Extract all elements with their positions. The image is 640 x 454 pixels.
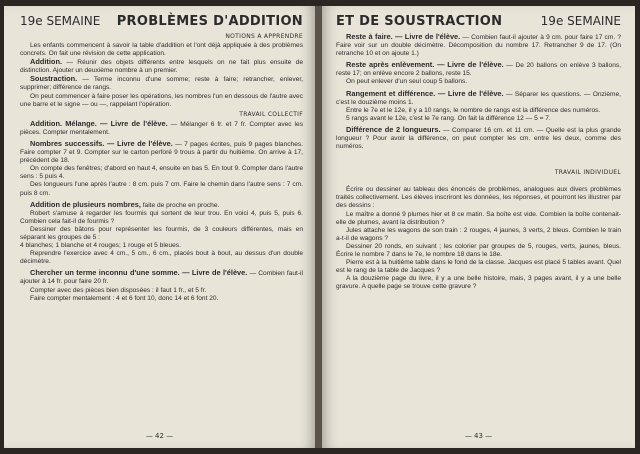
text: — Comparer 16 cm. et 11 cm. — Quelle est la plus grande longueur ? Pour avoir la différence, on peut compter les cm. entre les deux, comme des numéros. — [336, 126, 621, 151]
paragraph: On compte des fenêtres; d'abord en haut 4, ensuite en bas 5. En tout 9. Compter dans l'autre sens : 5 puis 4. — [20, 165, 303, 181]
page-number: — 42 — — [145, 432, 174, 440]
page-title: PROBLÈMES D'ADDITION — [116, 14, 303, 29]
paragraph: Le maître a donné 9 plumes hier et 8 ce matin. Sa boîte est vide. Combien la boîte contenait-elle de plumes, avant la distribution ? — [336, 210, 621, 226]
heading: Reste après enlèvement. — Livre de l'élève. — [346, 60, 504, 70]
right-running-head — [336, 14, 621, 29]
page-title: ET DE SOUSTRACTION — [336, 14, 503, 29]
heading: Soustraction. — [30, 74, 78, 84]
paragraph: Des longueurs l'une après l'autre : 8 cm. puis 7 cm. Faire le chemin dans l'autre sens : 7 cm. puis 8 cm. — [20, 181, 303, 197]
paragraph — [336, 126, 621, 151]
text: — Combien faut-il ajouter à 14 fr. pour faire 20 fr. — [20, 270, 303, 286]
text: — Terme inconnu d'une somme; reste à faire; retrancher, enlever, supprimer; différence de rangs. — [20, 76, 303, 92]
paragraph — [336, 90, 621, 107]
paragraph: A la douzième page du livre, il y a une belle histoire, mais, 3 pages avant, il y a une belle gravure. A quelle page se trouve cette gravure ? — [336, 275, 621, 291]
paragraph: Écrire ou dessiner au tableau des énoncés de problèmes, analogues aux divers problèmes traités collectivement. Les élèves inscriront les données, les réponses, et pourront les illustrer par des dessins : — [336, 186, 621, 210]
paragraph: Jules attache les wagons de son train : 2 rouges, 4 jaunes, 3 verts, 2 bleus. Combien le train a-t-il de wagons ? — [336, 226, 621, 242]
paragraph: Compter avec des pièces bien disposées : il faut 1 fr., et 5 fr. — [30, 286, 207, 294]
heading: Rangement et différence. — Livre de l'élève. — [346, 88, 504, 98]
book-gutter — [315, 6, 322, 448]
text: — 7 pages écrites, puis 9 pages blanches. Faire compter 7 et 9. Compter sur le carton perforé 9 trous à partir du huitième. On arrive à 17, précédent de 18. — [20, 140, 303, 165]
paragraph — [20, 140, 303, 165]
heading: Différence de 2 longueurs. — [346, 124, 441, 134]
heading: Addition de plusieurs nombres, — [30, 199, 141, 209]
paragraph — [20, 120, 303, 137]
paragraph: On peut enlever d'un seul coup 5 ballons. — [346, 78, 468, 86]
week-label: 19e SEMAINE — [20, 14, 101, 28]
text: — Séparer les questions. — Onzième, c'est le douzième moins 1. — [336, 90, 621, 106]
paragraph: Dessiner 20 ronds, en suivant ; les colorier par groupes de 5, rouges, verts, jaunes, bleus. Écrire le nombre 7 dans le 7e, le nombre 18 dans le 18e. — [336, 242, 621, 258]
heading: Addition. Mélange. — Livre de l'élève. — [30, 118, 168, 128]
left-running-head — [20, 14, 303, 29]
paragraph — [20, 58, 303, 75]
right-page — [322, 6, 635, 448]
paragraph — [20, 201, 303, 210]
paragraph: Les enfants commencent à savoir la table d'addition et l'ont déjà appliquée à des problèmes concrets. On fait une révision de cette application. — [20, 42, 303, 58]
paragraph — [336, 61, 621, 78]
heading: Addition. — [30, 57, 63, 67]
paragraph: Faire compter mentalement : 4 et 6 font 10, donc 14 et 6 font 20. — [30, 294, 219, 302]
heading: Chercher un terme inconnu d'une somme. — Livre de l'élève. — [30, 268, 248, 278]
paragraph — [336, 33, 621, 58]
paragraph: Pierre est à la huitième table dans le fond de la classe. Jacques est placé 5 tables avant. Quel est le rang de la table de Jacques ? — [336, 259, 621, 275]
text: — Réunir des objets différents entre lesquels on ne fait plus ensuite de distinction. Ajouter un deuxième nombre à un premier. — [20, 59, 303, 75]
paragraph: 5 rangs avant le 12e, c'est le 7e rang. On fait la différence 12 — 5 = 7. — [346, 114, 551, 122]
heading: Nombres successifs. — Livre de l'élève. — [30, 138, 173, 148]
page-number: — 43 — — [464, 432, 493, 440]
text: faite de proche en proche. — [142, 201, 220, 209]
heading: Reste à faire. — Livre de l'élève. — [346, 32, 461, 41]
paragraph — [20, 269, 303, 286]
paragraph: 4 blanches; 1 blanche et 4 rouges; 1 rouge et 5 bleues. — [20, 242, 181, 250]
paragraph: Robert s'amuse à regarder les fourmis qui sortent de leur trou. En voici 4, puis 5, puis 6. Combien cela fait-il de fourmis ? — [20, 209, 303, 225]
paragraph: Dessiner des bâtons pour représenter les fourmis, de 3 couleurs différentes, mais en séparant les groupes de 5 : — [20, 225, 303, 241]
section-label: TRAVAIL COLLECTIF — [239, 110, 303, 118]
text: — Combien faut-il ajouter à 9 cm. pour faire 17 cm. ? Faire voir sur un double décimètre. Décomposition du nombre 17. Retrancher 9 de 17. (On retranche 10 et on ajoute 1.) — [336, 34, 621, 58]
section-label: NOTIONS A APPRENDRE — [225, 33, 303, 40]
text: — Mélanger 6 fr. et 7 fr. Compter avec les pièces. Compter mentalement. — [20, 120, 303, 136]
paragraph: Entre le 7e et le 12e, il y a 10 rangs, le nombre de rangs est la différence des numéros. — [346, 106, 601, 114]
paragraph — [20, 75, 303, 92]
paragraph: On peut commencer à faire poser les opérations, les nombres l'un en dessous de l'autre avec une barre et le signe — ou —, rappelant l'opération. — [20, 92, 303, 108]
section-label: TRAVAIL INDIVIDUEL — [554, 169, 621, 177]
week-label: 19e SEMAINE — [540, 14, 621, 28]
paragraph: Reprendre l'exercice avec 4 cm., 5 cm., 6 cm., placés bout à bout, au dessus d'un double décimètre. — [20, 250, 303, 266]
text: — De 20 ballons on enlève 3 ballons, reste 17; on enlève encore 2 ballons, reste 15. — [336, 62, 621, 78]
left-page — [4, 6, 315, 448]
